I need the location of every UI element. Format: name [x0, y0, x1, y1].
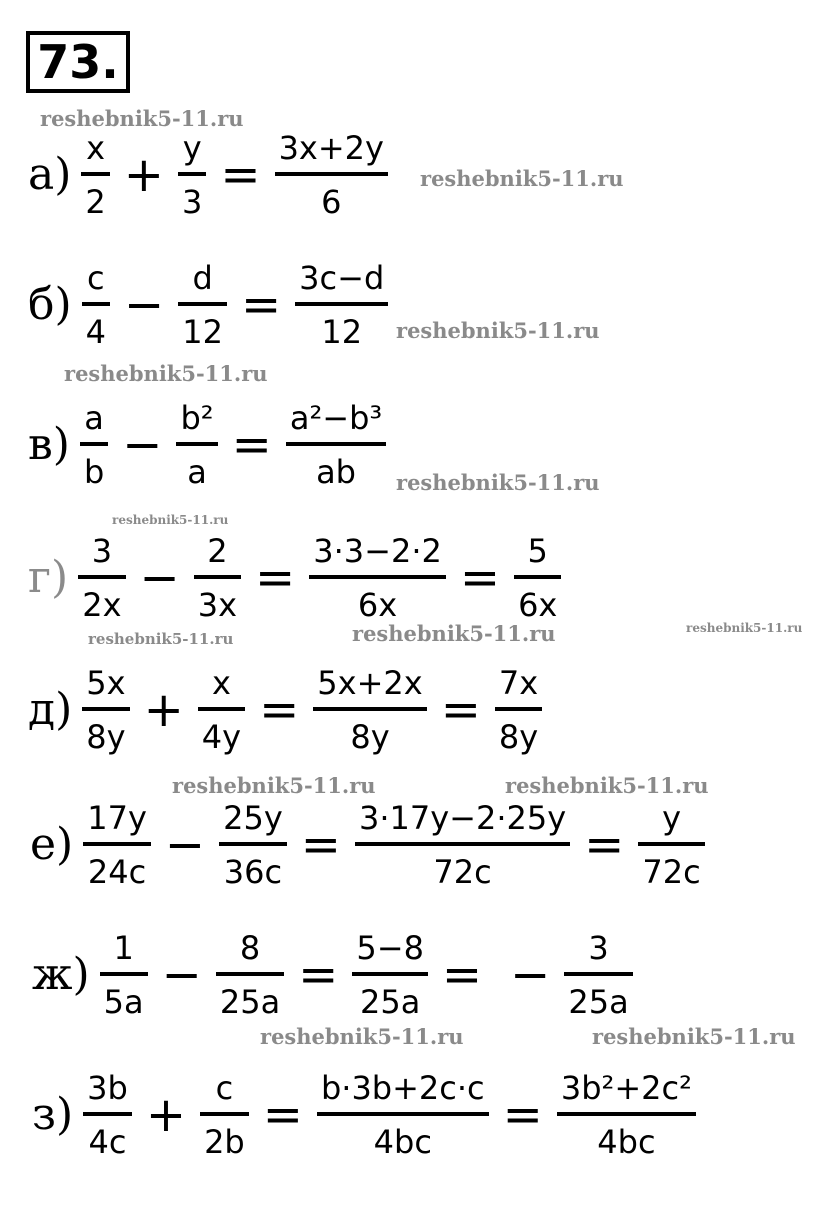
- item-label: ж): [32, 949, 90, 1000]
- numerator: c: [87, 259, 105, 297]
- operator: −: [161, 947, 202, 1003]
- denominator: 4: [85, 313, 107, 351]
- operator: =: [259, 682, 300, 738]
- fraction: [200, 1069, 249, 1161]
- item-label: в): [28, 419, 70, 470]
- operator: −: [510, 947, 551, 1003]
- denominator: 2b: [204, 1123, 245, 1161]
- watermark: reshebnik5-11.ru: [260, 1024, 464, 1049]
- denominator: 6x: [357, 586, 398, 624]
- denominator: 12: [321, 313, 363, 351]
- numerator: 5x: [86, 664, 126, 702]
- watermark: reshebnik5-11.ru: [396, 318, 600, 343]
- watermark: reshebnik5-11.ru: [88, 630, 234, 648]
- denominator: 2x: [82, 586, 122, 624]
- item-label: е): [30, 819, 74, 870]
- fraction: [80, 399, 108, 491]
- numerator: 3x+2y: [278, 129, 384, 167]
- numerator: 3: [588, 929, 609, 967]
- operator: +: [123, 147, 164, 203]
- operator: −: [124, 277, 165, 333]
- operator: =: [262, 1087, 303, 1143]
- equation-v: [28, 385, 386, 505]
- denominator: 36c: [223, 853, 283, 891]
- operator: =: [298, 947, 339, 1003]
- fraction: [352, 929, 428, 1021]
- equation-e: [30, 785, 705, 905]
- watermark: reshebnik5-11.ru: [64, 361, 268, 386]
- numerator: 1: [113, 929, 134, 967]
- numerator: 17y: [87, 799, 147, 837]
- fraction: [100, 929, 148, 1021]
- denominator: 4bc: [597, 1123, 656, 1161]
- operator: −: [164, 817, 206, 873]
- fraction: [355, 799, 570, 891]
- numerator: a²−b³: [289, 399, 383, 437]
- denominator: 72c: [642, 853, 701, 891]
- operator: =: [231, 417, 272, 473]
- fraction: [83, 1069, 132, 1161]
- numerator: 2: [207, 532, 228, 570]
- fraction: [557, 1069, 696, 1161]
- fraction: [178, 129, 206, 221]
- numerator: b²: [180, 399, 214, 437]
- operator: =: [255, 550, 296, 606]
- item-label: г): [28, 552, 69, 603]
- problem-number: 73.: [26, 31, 130, 93]
- watermark: reshebnik5-11.ru: [352, 621, 556, 646]
- fraction: [81, 129, 109, 221]
- operator: −: [122, 417, 163, 473]
- watermark: reshebnik5-11.ru: [40, 106, 244, 131]
- operator: =: [502, 1087, 543, 1143]
- fraction: [216, 929, 284, 1021]
- numerator: d: [192, 259, 213, 297]
- equation-zh: [32, 915, 633, 1035]
- numerator: 7x: [498, 664, 539, 702]
- denominator: 6: [321, 183, 342, 221]
- operator: =: [459, 550, 501, 606]
- fraction: [286, 399, 386, 491]
- denominator: 4c: [88, 1123, 127, 1161]
- denominator: 25a: [359, 983, 421, 1021]
- fraction: [275, 129, 388, 221]
- watermark: reshebnik5-11.ru: [505, 773, 709, 798]
- fraction: [176, 399, 217, 491]
- numerator: 3b: [87, 1069, 128, 1107]
- operator: −: [139, 550, 180, 606]
- fraction: [295, 259, 388, 351]
- numerator: x: [211, 664, 231, 702]
- operator: +: [145, 1087, 187, 1143]
- denominator: 24c: [87, 853, 147, 891]
- watermark: reshebnik5-11.ru: [396, 470, 600, 495]
- numerator: 5−8: [356, 929, 424, 967]
- numerator: 25y: [223, 799, 283, 837]
- fraction: [82, 664, 129, 756]
- denominator: 3: [181, 183, 203, 221]
- watermark: reshebnik5-11.ru: [112, 513, 229, 527]
- fraction: [178, 259, 227, 351]
- numerator: c: [215, 1069, 234, 1107]
- denominator: 2: [85, 183, 106, 221]
- watermark: reshebnik5-11.ru: [172, 773, 376, 798]
- numerator: 3b²+2c²: [560, 1069, 692, 1107]
- watermark: reshebnik5-11.ru: [686, 621, 803, 635]
- fraction: [317, 1069, 489, 1161]
- numerator: y: [662, 799, 681, 837]
- operator: =: [240, 277, 282, 333]
- numerator: 3·17y−2·25y: [358, 799, 567, 837]
- denominator: 8y: [86, 718, 126, 756]
- denominator: b: [83, 453, 105, 491]
- denominator: 25a: [568, 983, 629, 1021]
- numerator: 3: [91, 532, 113, 570]
- fraction: [82, 259, 110, 351]
- denominator: ab: [316, 453, 356, 491]
- equation-b: [28, 245, 388, 365]
- fraction: [78, 532, 125, 624]
- operator: =: [440, 682, 481, 738]
- operator: =: [441, 947, 483, 1003]
- numerator: a: [84, 399, 104, 437]
- equation-a: [28, 115, 388, 235]
- denominator: 5a: [103, 983, 144, 1021]
- denominator: 25a: [219, 983, 281, 1021]
- fraction: [219, 799, 287, 891]
- fraction: [309, 532, 446, 624]
- watermark: reshebnik5-11.ru: [592, 1024, 796, 1049]
- denominator: 8y: [498, 718, 539, 756]
- numerator: b·3b+2c·c: [320, 1069, 485, 1107]
- fraction: [198, 664, 245, 756]
- fraction: [495, 664, 542, 756]
- denominator: 4bc: [373, 1123, 432, 1161]
- fraction: [514, 532, 561, 624]
- denominator: 12: [182, 313, 223, 351]
- denominator: a: [187, 453, 207, 491]
- fraction: [638, 799, 704, 891]
- numerator: y: [182, 129, 202, 167]
- numerator: 5: [527, 532, 548, 570]
- equation-d: [28, 650, 542, 770]
- operator: =: [220, 147, 261, 203]
- numerator: 5x+2x: [317, 664, 423, 702]
- operator: +: [143, 682, 184, 738]
- fraction: [564, 929, 632, 1021]
- item-label: б): [28, 279, 72, 330]
- denominator: 72c: [433, 853, 492, 891]
- watermark: reshebnik5-11.ru: [420, 166, 624, 191]
- numerator: 3c−d: [299, 259, 385, 297]
- numerator: 3·3−2·2: [313, 532, 442, 570]
- equation-z: [32, 1055, 696, 1175]
- item-label: а): [28, 149, 72, 200]
- fraction: [194, 532, 241, 624]
- denominator: 8y: [350, 718, 390, 756]
- operator: =: [584, 817, 625, 873]
- fraction: [313, 664, 426, 756]
- numerator: x: [86, 129, 106, 167]
- denominator: 6x: [518, 586, 558, 624]
- denominator: 3x: [197, 586, 238, 624]
- item-label: з): [32, 1089, 74, 1140]
- numerator: 8: [239, 929, 261, 967]
- denominator: 4y: [201, 718, 242, 756]
- equation-g: [28, 518, 561, 638]
- operator: =: [300, 817, 341, 873]
- item-label: д): [28, 684, 73, 735]
- fraction: [83, 799, 151, 891]
